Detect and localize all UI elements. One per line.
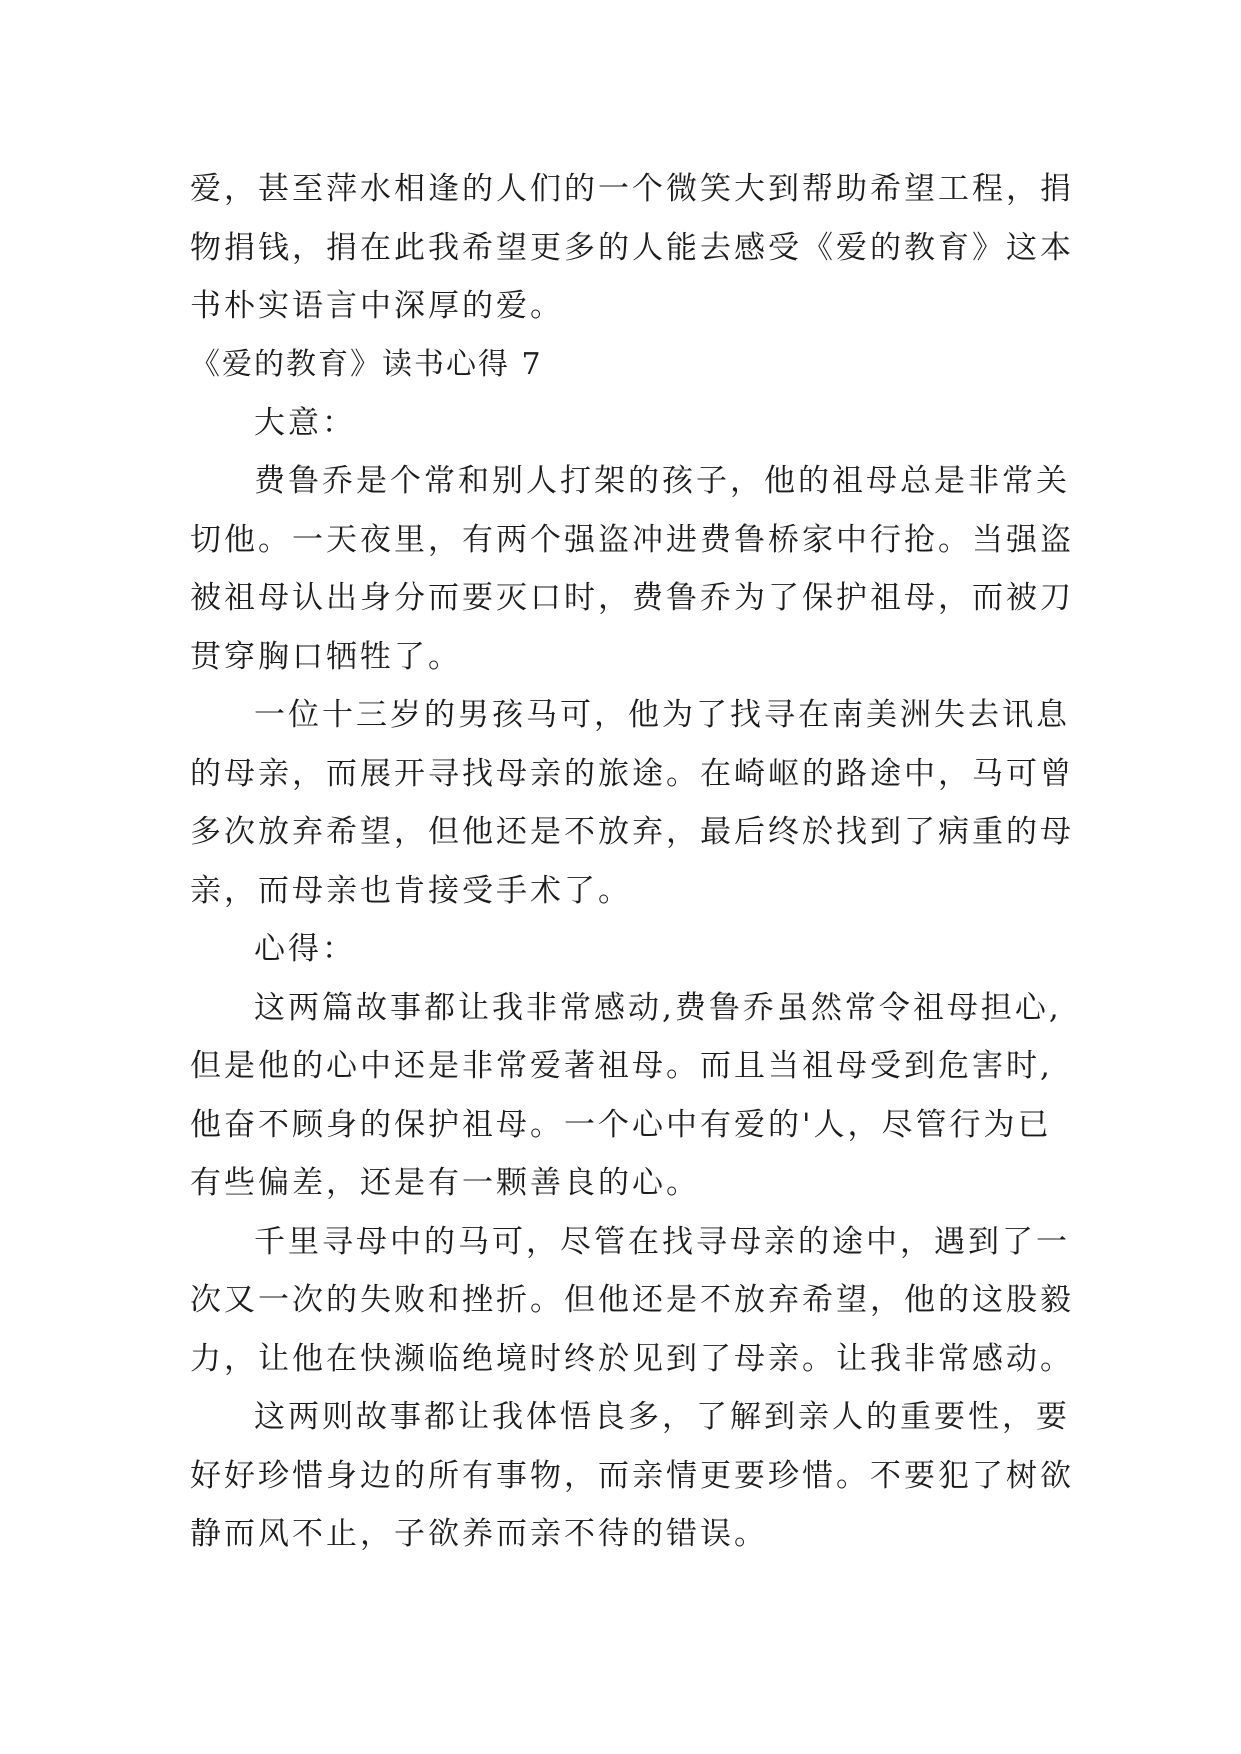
reflection-p1-line-2: 但是他的心中还是非常爱著祖母。而且当祖母受到危害时, bbox=[190, 1048, 1053, 1084]
summary-p1-line-3: 被祖母认出身分而要灭口时，费鲁乔为了保护祖母，而被刀 bbox=[190, 580, 1074, 616]
reflection-p2-line-2: 次又一次的失败和挫折。但他还是不放弃希望，他的这股毅 bbox=[190, 1282, 1074, 1318]
intro-line-2: 物捐钱，捐在此我希望更多的人能去感受《爱的教育》这本 bbox=[190, 229, 1074, 266]
summary-p2-line-2: 的母亲，而展开寻找母亲的旅途。在崎岖的路途中，马可曾 bbox=[190, 755, 1074, 792]
reflection-p1-line-1: 这两篇故事都让我非常感动,费鲁乔虽然常令祖母担心, bbox=[254, 989, 1062, 1026]
summary-paragraph-1 bbox=[190, 452, 1074, 686]
reflection-p1-line-3: 他奋不顾身的保护祖母。一个心中有爱的'人，尽管行为已 bbox=[190, 1106, 1052, 1143]
summary-label bbox=[190, 394, 1065, 453]
reflection-paragraph-2 bbox=[190, 1213, 1074, 1389]
summary-p2-line-3: 多次放弃希望，但他还是不放弃，最后终於找到了病重的母 bbox=[190, 814, 1074, 850]
reflection-paragraph-1 bbox=[190, 979, 1065, 1213]
document-page bbox=[190, 160, 1074, 1564]
summary-p1-line-1: 费鲁乔是个常和别人打架的孩子，他的祖母总是非常关 bbox=[254, 463, 1070, 499]
summary-p1-line-2: 切他。一天夜里，有两个强盗冲进费鲁桥家中行抢。当强盗 bbox=[190, 521, 1074, 558]
intro-line-3: 书朴实语言中深厚的爱。 bbox=[190, 288, 564, 324]
intro-paragraph bbox=[190, 160, 1074, 336]
reflection-p3-line-1: 这两则故事都让我体悟良多，了解到亲人的重要性，要 bbox=[254, 1399, 1070, 1435]
reflection-p2-line-1: 千里寻母中的马可，尽管在找寻母亲的途中，遇到了一 bbox=[254, 1223, 1070, 1260]
summary-paragraph-2 bbox=[190, 686, 1074, 920]
summary-p1-line-4: 贯穿胸口牺牲了。 bbox=[190, 638, 462, 675]
section-heading: 《爱的教育》读书心得 7 bbox=[190, 346, 543, 382]
summary-p2-line-1: 一位十三岁的男孩马可，他为了找寻在南美洲失去讯息 bbox=[254, 697, 1070, 733]
summary-p2-line-4: 亲，而母亲也肯接受手术了。 bbox=[190, 872, 632, 909]
intro-line-1: 爱，甚至萍水相逢的人们的一个微笑大到帮助希望工程，捐 bbox=[190, 171, 1074, 207]
reflection-p2-line-3: 力，让他在快濒临绝境时终於见到了母亲。让我非常感动。 bbox=[190, 1340, 1074, 1377]
reflection-label-text: 心得： bbox=[254, 931, 356, 967]
reflection-p3-line-3: 静而风不止，子欲养而亲不待的错误。 bbox=[190, 1516, 768, 1552]
reflection-paragraph-3 bbox=[190, 1388, 1074, 1564]
reflection-label bbox=[190, 920, 1065, 979]
reflection-p3-line-2: 好好珍惜身边的所有事物，而亲情更要珍惜。不要犯了树欲 bbox=[190, 1457, 1074, 1494]
reflection-p1-line-4: 有些偏差，还是有一颗善良的心。 bbox=[190, 1165, 700, 1201]
summary-label-text: 大意： bbox=[254, 404, 356, 441]
